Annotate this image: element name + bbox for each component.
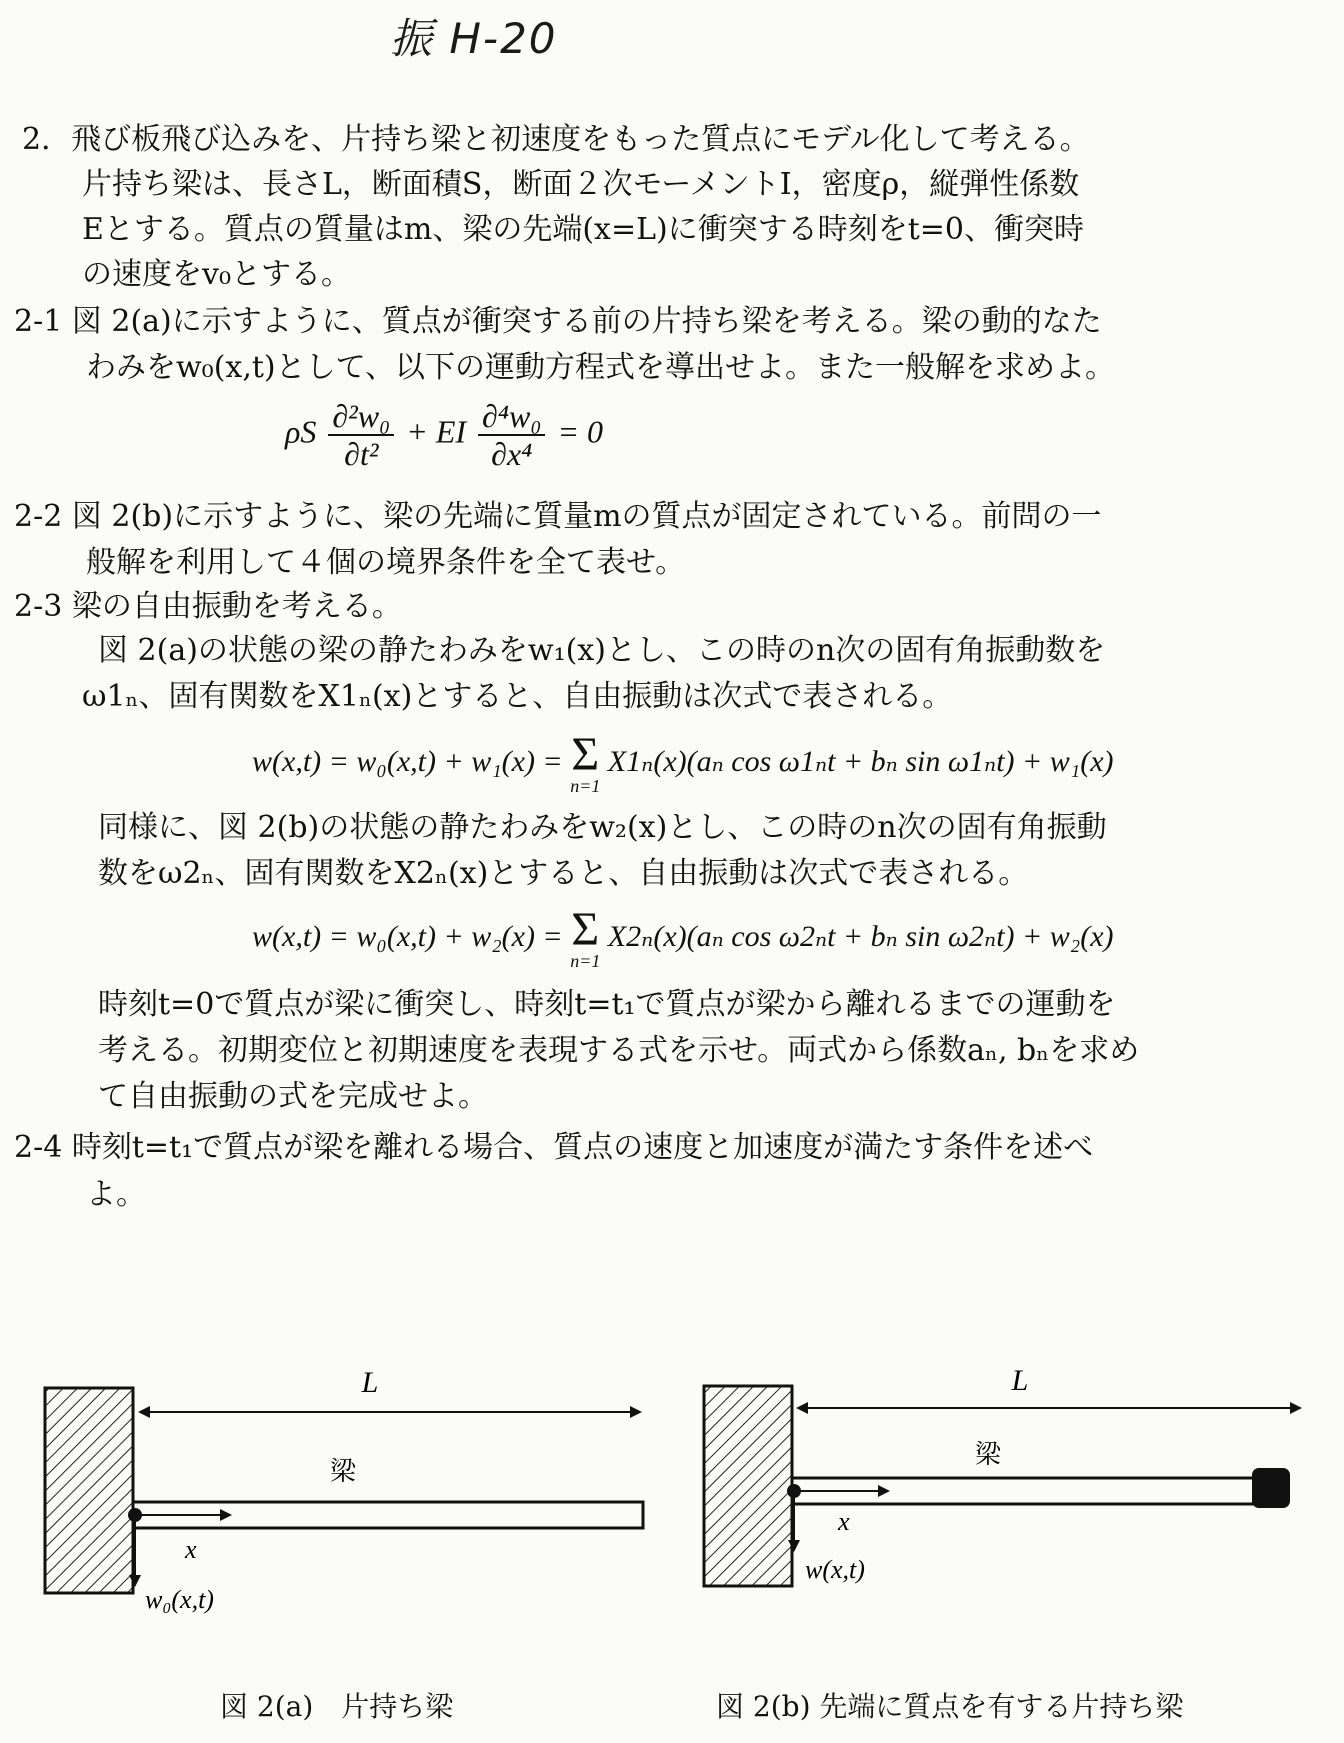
q2-2-line-2: 般解を利用して４個の境界条件を全て表せ。 [86, 545, 686, 580]
q2-3-line-3: ω1ₙ、固有関数をX1ₙ(x)とすると、自由振動は次式で表される。 [82, 679, 953, 714]
q2-1-line-1: 2-1 図 2(a)に示すように、質点が衝突する前の片持ち梁を考える。梁の動的なた [14, 304, 1102, 339]
eq-fraction-2: $\frac{\text{∂⁴w₀}}{\text{∂x⁴}}$ [478, 398, 545, 472]
problem-line-1: 2．飛び板飛び込みを、片持ち梁と初速度をもった質点にモデル化して考える。 [22, 122, 1090, 157]
figure-2a-cantilever [30, 1350, 670, 1630]
eq-fraction-1: $\frac{\text{∂²w₀}}{\text{∂t²}}$ [328, 398, 394, 472]
q2-4-line-1: 2-4 時刻t=t₁で質点が梁を離れる場合、質点の速度と加速度が満たす条件を述べ [14, 1130, 1094, 1165]
w-label: w(x,t) [805, 1555, 865, 1584]
wall [704, 1386, 792, 1586]
sum-symbol: Σ n=1 [570, 903, 601, 971]
figure-2b-caption: 図 2(b) 先端に質点を有する片持ち梁 [716, 1690, 1184, 1723]
q2-3-line-8: て自由振動の式を完成せよ。 [98, 1079, 488, 1114]
problem-line-2: 片持ち梁は、長さL，断面積S，断面２次モーメントI，密度ρ，縦弾性係数 [82, 167, 1080, 202]
problem-line-4: の速度をv₀とする。 [82, 257, 351, 292]
equation-of-motion [285, 398, 603, 472]
free-vibration-eq-1: w(x,t) = w₀(x,t) + w₁(x) = Σ n=1 X1ₙ(x)(aₙ cos ω1ₙt + bₙ sin ω1ₙt) + w₁(x) [252, 728, 1114, 796]
x-label: x [838, 1507, 850, 1536]
problem-line-3: Eとする。質点の質量はm、梁の先端(x=L)に衝突する時刻をt=0、衝突時 [82, 212, 1085, 247]
eq-equals-zero: = 0 [557, 413, 604, 450]
q2-3-line-4: 同様に、図 2(b)の状態の静たわみをw₂(x)とし、この時のn次の固有角振動 [98, 810, 1107, 845]
handwritten-header: 振 H-20 [390, 14, 558, 63]
figure-2b-cantilever-with-mass [690, 1350, 1330, 1620]
eq-term-EI: + EI [406, 413, 467, 450]
beam-label: 梁 [330, 1457, 357, 1487]
q2-4-line-2: よ。 [86, 1177, 146, 1212]
q2-3-line-7: 考える。初期変位と初期速度を表現する式を示せ。両式から係数aₙ, bₙを求め [98, 1033, 1140, 1068]
figure-2a-caption: 図 2(a) 片持ち梁 [220, 1690, 454, 1723]
free-vibration-eq-2: w(x,t) = w₀(x,t) + w₂(x) = Σ n=1 X2ₙ(x)(aₙ cos ω2ₙt + bₙ sin ω2ₙt) + w₂(x) [252, 903, 1114, 971]
q2-3-line-6: 時刻t=0で質点が梁に衝突し、時刻t=t₁で質点が梁から離れるまでの運動を [98, 987, 1116, 1022]
length-label: L [361, 1366, 379, 1399]
x-label: x [185, 1535, 197, 1564]
w-label: w₀(x,t) [145, 1585, 214, 1614]
q2-1-line-2: わみをw₀(x,t)として、以下の運動方程式を導出せよ。また一般解を求めよ。 [86, 350, 1116, 385]
q2-3-line-2: 図 2(a)の状態の梁の静たわみをw₁(x)とし、この時のn次の固有角振動数を [98, 633, 1106, 668]
q2-2-line-1: 2-2 図 2(b)に示すように、梁の先端に質量mの質点が固定されている。前問の一 [14, 499, 1102, 534]
q2-3-line-5: 数をω2ₙ、固有関数をX2ₙ(x)とすると、自由振動は次式で表される。 [98, 856, 1029, 891]
point-mass [1252, 1468, 1290, 1508]
sum-symbol: Σ n=1 [570, 728, 601, 796]
beam-label: 梁 [975, 1440, 1002, 1470]
wall [45, 1388, 133, 1593]
q2-3-line-1: 2-3 梁の自由振動を考える。 [14, 589, 402, 624]
eq-term-rhoS: ρS [285, 413, 317, 450]
length-label: L [1011, 1364, 1029, 1397]
